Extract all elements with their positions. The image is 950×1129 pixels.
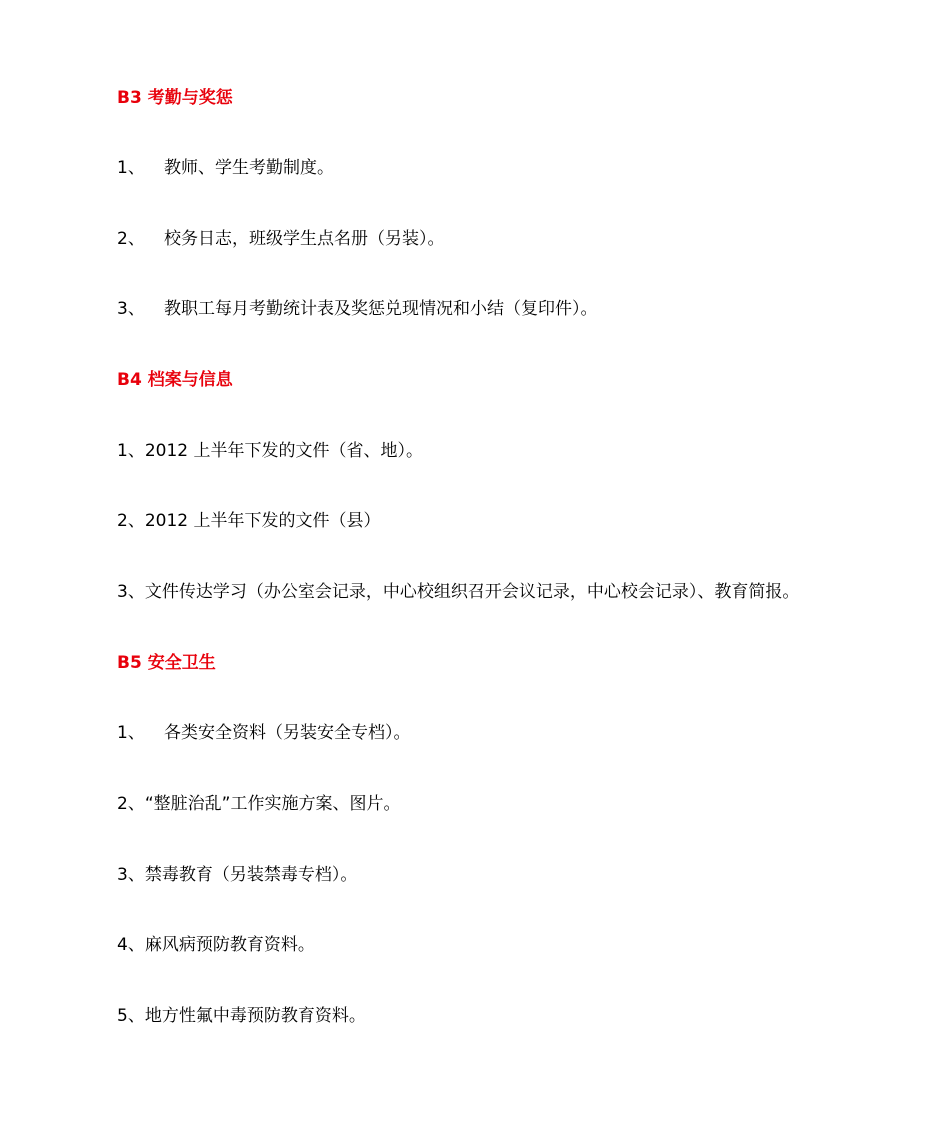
list-item-number: 3、 — [117, 582, 145, 602]
list-item-text: 各类安全资料（另装安全专档）。 — [164, 723, 411, 743]
section-heading-b4: B4 档案与信息 — [117, 370, 233, 390]
list-item-number: 1、 — [117, 723, 145, 743]
list-item-number: 3、 — [117, 865, 145, 885]
list-item-text: 2012 上半年下发的文件（省、地）。 — [144, 441, 423, 461]
list-item-number: 5、 — [117, 1006, 145, 1026]
list-item — [117, 933, 315, 957]
list-item — [117, 792, 400, 816]
list-item-text: 校务日志，班级学生点名册（另装）。 — [164, 229, 445, 249]
list-item-number: 2、 — [117, 229, 145, 249]
list-item-text: 地方性氟中毒预防教育资料。 — [144, 1006, 366, 1026]
list-item-text: “整脏治乱”工作实施方案、图片。 — [144, 794, 401, 814]
list-item-number: 2、 — [117, 511, 145, 531]
section-heading-b3: B3 考勤与奖惩 — [117, 88, 233, 108]
list-item-number: 1、 — [117, 441, 145, 461]
list-item — [117, 580, 799, 604]
list-item-number: 3、 — [117, 299, 145, 319]
list-item — [117, 227, 445, 251]
list-item-text: 禁毒教育（另装禁毒专档）。 — [144, 865, 358, 885]
list-item-text: 文件传达学习（办公室会记录，中心校组织召开会议记录，中心校会记录）、教育简报。 — [144, 582, 800, 602]
list-item-number: 1、 — [117, 158, 145, 178]
list-item-number: 2、 — [117, 794, 145, 814]
list-item — [117, 863, 357, 887]
list-item-text: 麻风病预防教育资料。 — [144, 935, 315, 955]
list-item-text: 2012 上半年下发的文件（县） — [144, 511, 381, 531]
list-item — [117, 509, 381, 533]
list-item-text: 教职工每月考勤统计表及奖惩兑现情况和小结（复印件）。 — [164, 299, 598, 319]
list-item — [117, 721, 411, 745]
list-item — [117, 439, 423, 463]
list-item — [117, 1004, 366, 1028]
list-item — [117, 156, 334, 180]
section-heading-b5: B5 安全卫生 — [117, 653, 216, 673]
list-item — [117, 297, 598, 321]
list-item-number: 4、 — [117, 935, 145, 955]
list-item-text: 教师、学生考勤制度。 — [164, 158, 334, 178]
